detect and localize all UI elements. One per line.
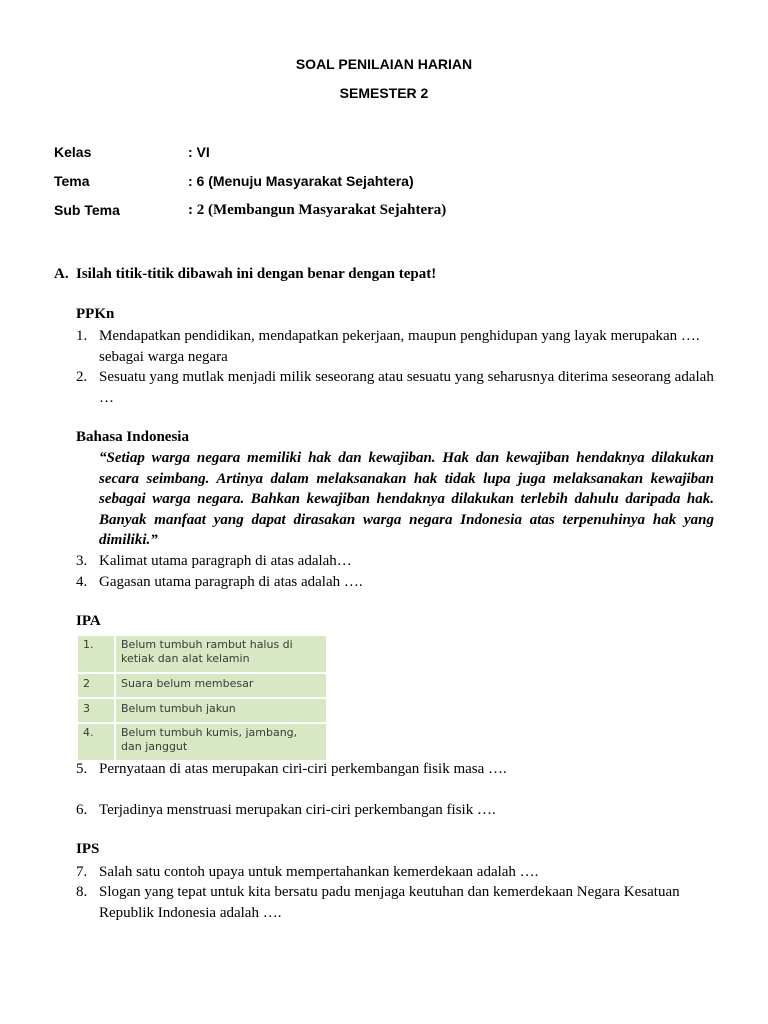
question-item xyxy=(76,572,716,593)
question-item xyxy=(76,800,716,821)
table-row xyxy=(77,723,327,761)
subject-heading-bahasa: Bahasa Indonesia xyxy=(76,429,189,445)
question-number: 4. xyxy=(76,574,88,590)
question-number: 3. xyxy=(76,553,88,569)
question-item xyxy=(76,862,716,883)
info-value: : 6 (Menuju Masyarakat Sejahtera) xyxy=(188,173,414,189)
table-cell-text: Belum tumbuh jakun xyxy=(115,698,327,723)
subject-heading-ppkn: PPKn xyxy=(76,306,115,322)
question-number: 5. xyxy=(76,761,88,777)
table-cell-number: 1. xyxy=(77,635,115,673)
reading-paragraph: “Setiap warga negara memiliki hak dan kewajiban. Hak dan kewajiban hendaknya dilakukan secara seimbang. Artinya dalam melaksanakan hak tidak lupa juga melaksanakan kewajiban sebagai warga negara. Bahkan kewajiban hendaknya dilakukan terlebih dahulu daripada hak. Banyak manfaat yang dapat dirasakan warga negara Indonesia atas terpenuhinya hak yang dimiliki.” xyxy=(99,450,714,549)
table-cell-text: Suara belum membesar xyxy=(115,673,327,698)
question-text: Mendapatkan pendidikan, mendapatkan pekerjaan, maupun penghidupan yang layak merupakan …. sebagai warga negara xyxy=(99,328,700,365)
question-number: 6. xyxy=(76,802,88,818)
question-text: Pernyataan di atas merupakan ciri-ciri perkembangan fisik masa …. xyxy=(99,761,507,777)
question-number: 7. xyxy=(76,864,88,880)
question-text: Terjadinya menstruasi merupakan ciri-ciri perkembangan fisik …. xyxy=(99,802,496,818)
subject-heading-ipa: IPA xyxy=(76,613,101,629)
info-label: Sub Tema xyxy=(54,202,120,218)
question-text: Gagasan utama paragraph di atas adalah …. xyxy=(99,574,363,590)
info-value: : 2 (Membangun Masyarakat Sejahtera) xyxy=(188,202,447,218)
table-cell-number: 4. xyxy=(77,723,115,761)
question-item xyxy=(76,551,716,572)
question-item xyxy=(76,882,716,923)
question-text: Slogan yang tepat untuk kita bersatu padu menjaga keutuhan dan kemerdekaan Negara Kesatuan Republik Indonesia adalah …. xyxy=(99,884,680,921)
info-value: : VI xyxy=(188,144,210,160)
question-text: Kalimat utama paragraph di atas adalah… xyxy=(99,553,352,569)
section-marker: A. xyxy=(54,266,69,282)
table-cell-number: 3 xyxy=(77,698,115,723)
table-row xyxy=(77,698,327,723)
question-text: Sesuatu yang mutlak menjadi milik seseorang atau sesuatu yang seharusnya diterima seseorang adalah … xyxy=(99,369,714,406)
document-title: SOAL PENILAIAN HARIAN xyxy=(295,56,473,72)
question-item xyxy=(76,367,716,408)
subject-heading-ips: IPS xyxy=(76,841,100,857)
question-number: 8. xyxy=(76,884,88,900)
question-number: 1. xyxy=(76,328,88,344)
info-label: Kelas xyxy=(54,144,92,160)
ipa-characteristics-table xyxy=(76,634,328,762)
semester-label: SEMESTER 2 xyxy=(339,85,429,101)
table-cell-text: Belum tumbuh kumis, jambang, dan janggut xyxy=(115,723,327,761)
section-a-instruction xyxy=(54,266,436,283)
table-row xyxy=(77,673,327,698)
question-item xyxy=(76,326,716,367)
table-row xyxy=(77,635,327,673)
info-label: Tema xyxy=(54,173,90,189)
question-item xyxy=(76,759,716,780)
table-cell-number: 2 xyxy=(77,673,115,698)
question-text: Salah satu contoh upaya untuk mempertahankan kemerdekaan adalah …. xyxy=(99,864,539,880)
instruction-text: Isilah titik-titik dibawah ini dengan benar dengan tepat! xyxy=(76,266,437,282)
question-number: 2. xyxy=(76,369,88,385)
table-cell-text: Belum tumbuh rambut halus di ketiak dan alat kelamin xyxy=(115,635,327,673)
